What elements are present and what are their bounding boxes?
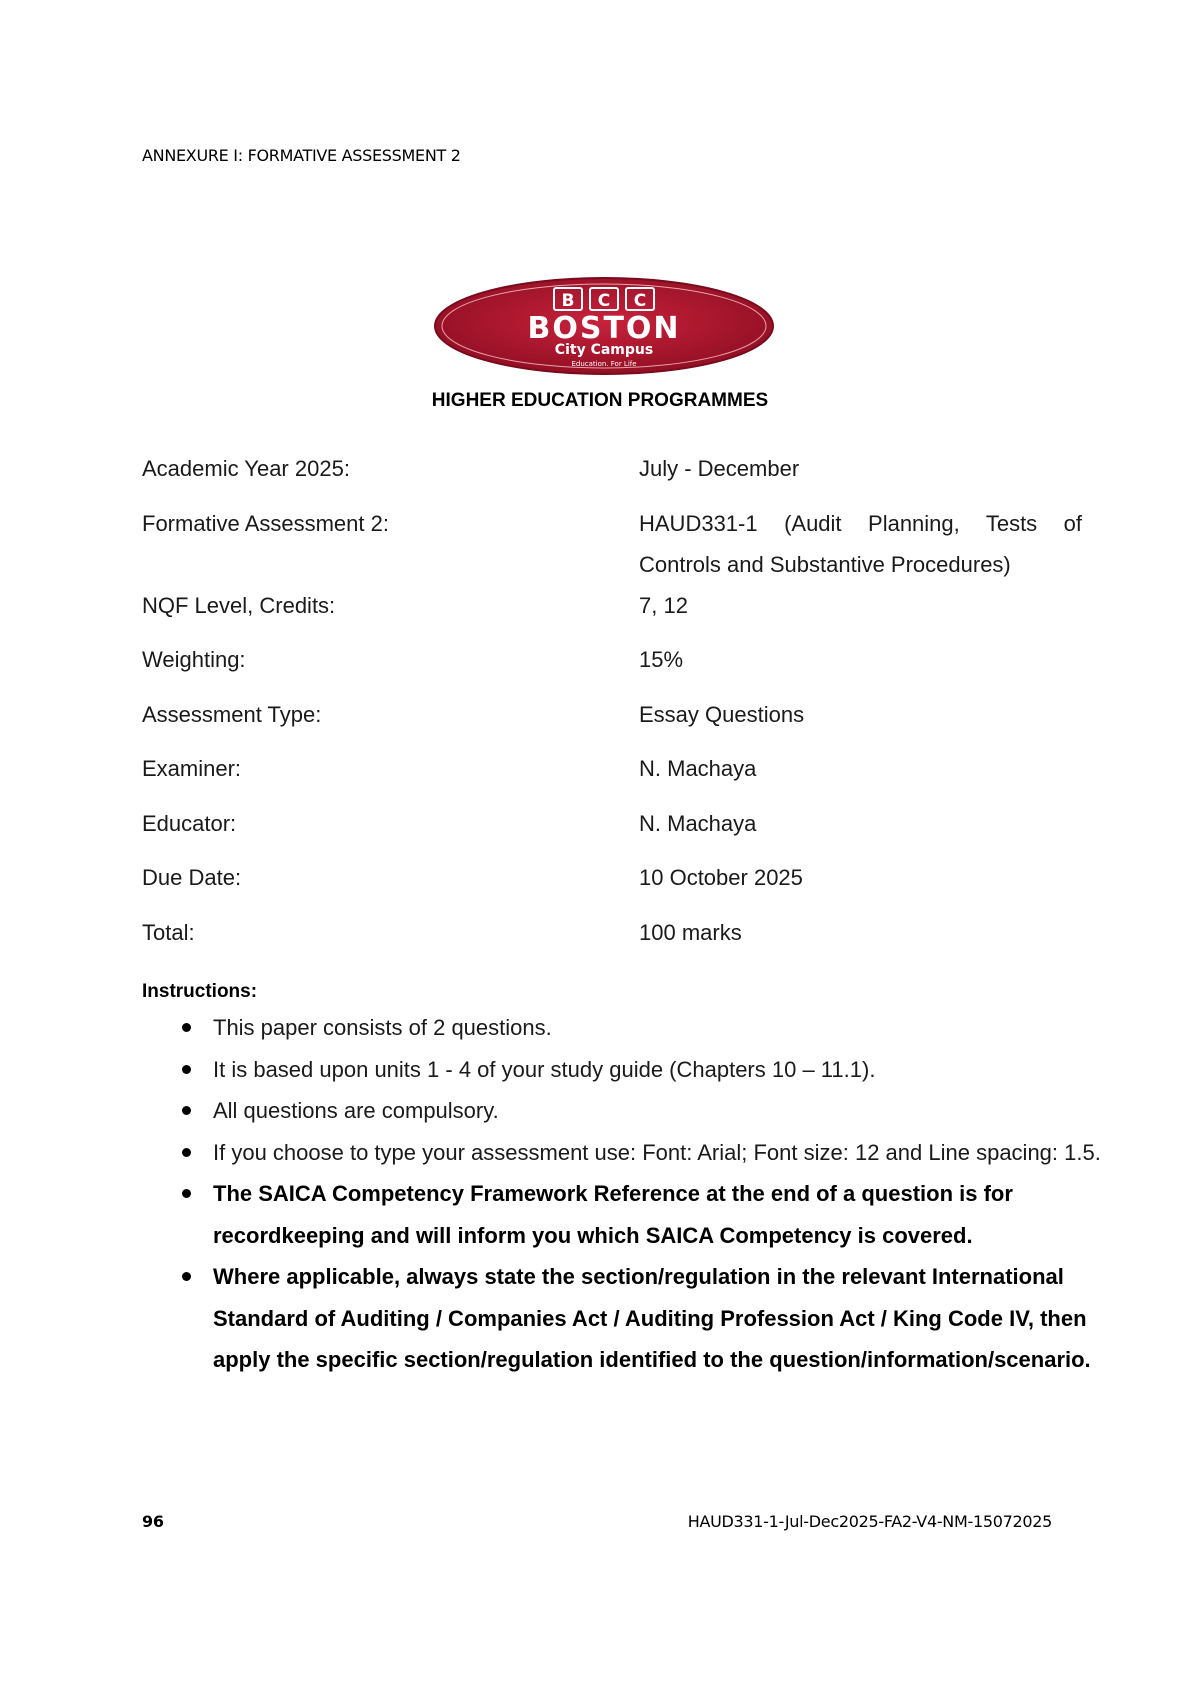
instructions-section xyxy=(142,981,1101,1381)
detail-row-academic-year xyxy=(142,448,1082,503)
instructions-heading: Instructions: xyxy=(142,981,258,1002)
page-footer xyxy=(142,1512,1052,1531)
detail-value: Essay Questions xyxy=(639,702,805,727)
detail-label: Weighting: xyxy=(142,647,246,672)
instruction-item: This paper consists of 2 questions. xyxy=(142,1007,1113,1049)
instruction-item: If you choose to type your assessment use: Font: Arial; Font size: 12 and Line spacing: 1.5. xyxy=(142,1132,1113,1174)
instruction-item-bold: Where applicable, always state the section/regulation in the relevant International Standard of Auditing / Companies Act / Auditing Profession Act / King Code IV, then apply the specific section/regulation identified to the question/information/scenario. xyxy=(142,1256,1113,1381)
bullet-icon xyxy=(182,1189,191,1198)
detail-label: Formative Assessment 2: xyxy=(142,511,389,536)
instructions-list xyxy=(142,1007,1101,1381)
detail-row-examiner xyxy=(142,748,1082,803)
bullet-icon xyxy=(182,1023,191,1032)
detail-value: N. Machaya xyxy=(639,756,757,781)
boston-city-campus-logo xyxy=(433,276,775,376)
logo-letter-c2: C xyxy=(633,291,647,311)
instruction-item: All questions are compulsory. xyxy=(142,1090,1113,1132)
detail-value: N. Machaya xyxy=(639,811,757,836)
detail-label: NQF Level, Credits: xyxy=(142,593,336,618)
logo-sub: City Campus xyxy=(554,342,654,358)
detail-value: 10 October 2025 xyxy=(639,865,803,890)
page-number: 96 xyxy=(142,1512,164,1531)
instruction-item: It is based upon units 1 - 4 of your study guide (Chapters 10 – 11.1). xyxy=(142,1049,1113,1091)
detail-row-weighting xyxy=(142,639,1082,694)
bullet-icon xyxy=(182,1065,191,1074)
bullet-icon xyxy=(182,1148,191,1157)
detail-value: 7, 12 xyxy=(639,593,688,618)
detail-label: Assessment Type: xyxy=(142,702,322,727)
detail-row-due-date xyxy=(142,857,1082,912)
detail-label: Total: xyxy=(142,920,195,945)
document-code: HAUD331-1-Jul-Dec2025-FA2-V4-NM-15072025 xyxy=(687,1512,1052,1531)
logo-name: BOSTON xyxy=(527,311,681,346)
instruction-item-bold: The SAICA Competency Framework Reference at the end of a question is for recordkeeping and will inform you which SAICA Competency is covered. xyxy=(142,1173,1113,1256)
detail-label: Educator: xyxy=(142,811,237,836)
logo-letter-b: B xyxy=(561,291,575,311)
detail-value: HAUD331-1 (Audit Planning, Tests of Controls and Substantive Procedures) xyxy=(639,511,1082,577)
annexure-heading: ANNEXURE I: FORMATIVE ASSESSMENT 2 xyxy=(142,146,461,165)
assessment-details-table xyxy=(142,448,1082,957)
bullet-icon xyxy=(182,1106,191,1115)
detail-value: 100 marks xyxy=(639,920,742,945)
detail-value: July - December xyxy=(639,456,800,481)
detail-value: 15% xyxy=(639,647,684,672)
detail-row-nqf xyxy=(142,585,1082,639)
detail-label: Academic Year 2025: xyxy=(142,456,350,481)
bullet-icon xyxy=(182,1272,191,1281)
detail-row-formative-assessment xyxy=(142,503,1082,585)
detail-row-assessment-type xyxy=(142,694,1082,748)
detail-label: Due Date: xyxy=(142,865,242,890)
logo-tagline: Education. For Life xyxy=(571,360,637,368)
detail-row-educator xyxy=(142,803,1082,857)
detail-row-total xyxy=(142,912,1082,957)
detail-label: Examiner: xyxy=(142,756,242,781)
logo-letter-c1: C xyxy=(597,291,611,311)
programme-title: HIGHER EDUCATION PROGRAMMES xyxy=(431,390,769,411)
